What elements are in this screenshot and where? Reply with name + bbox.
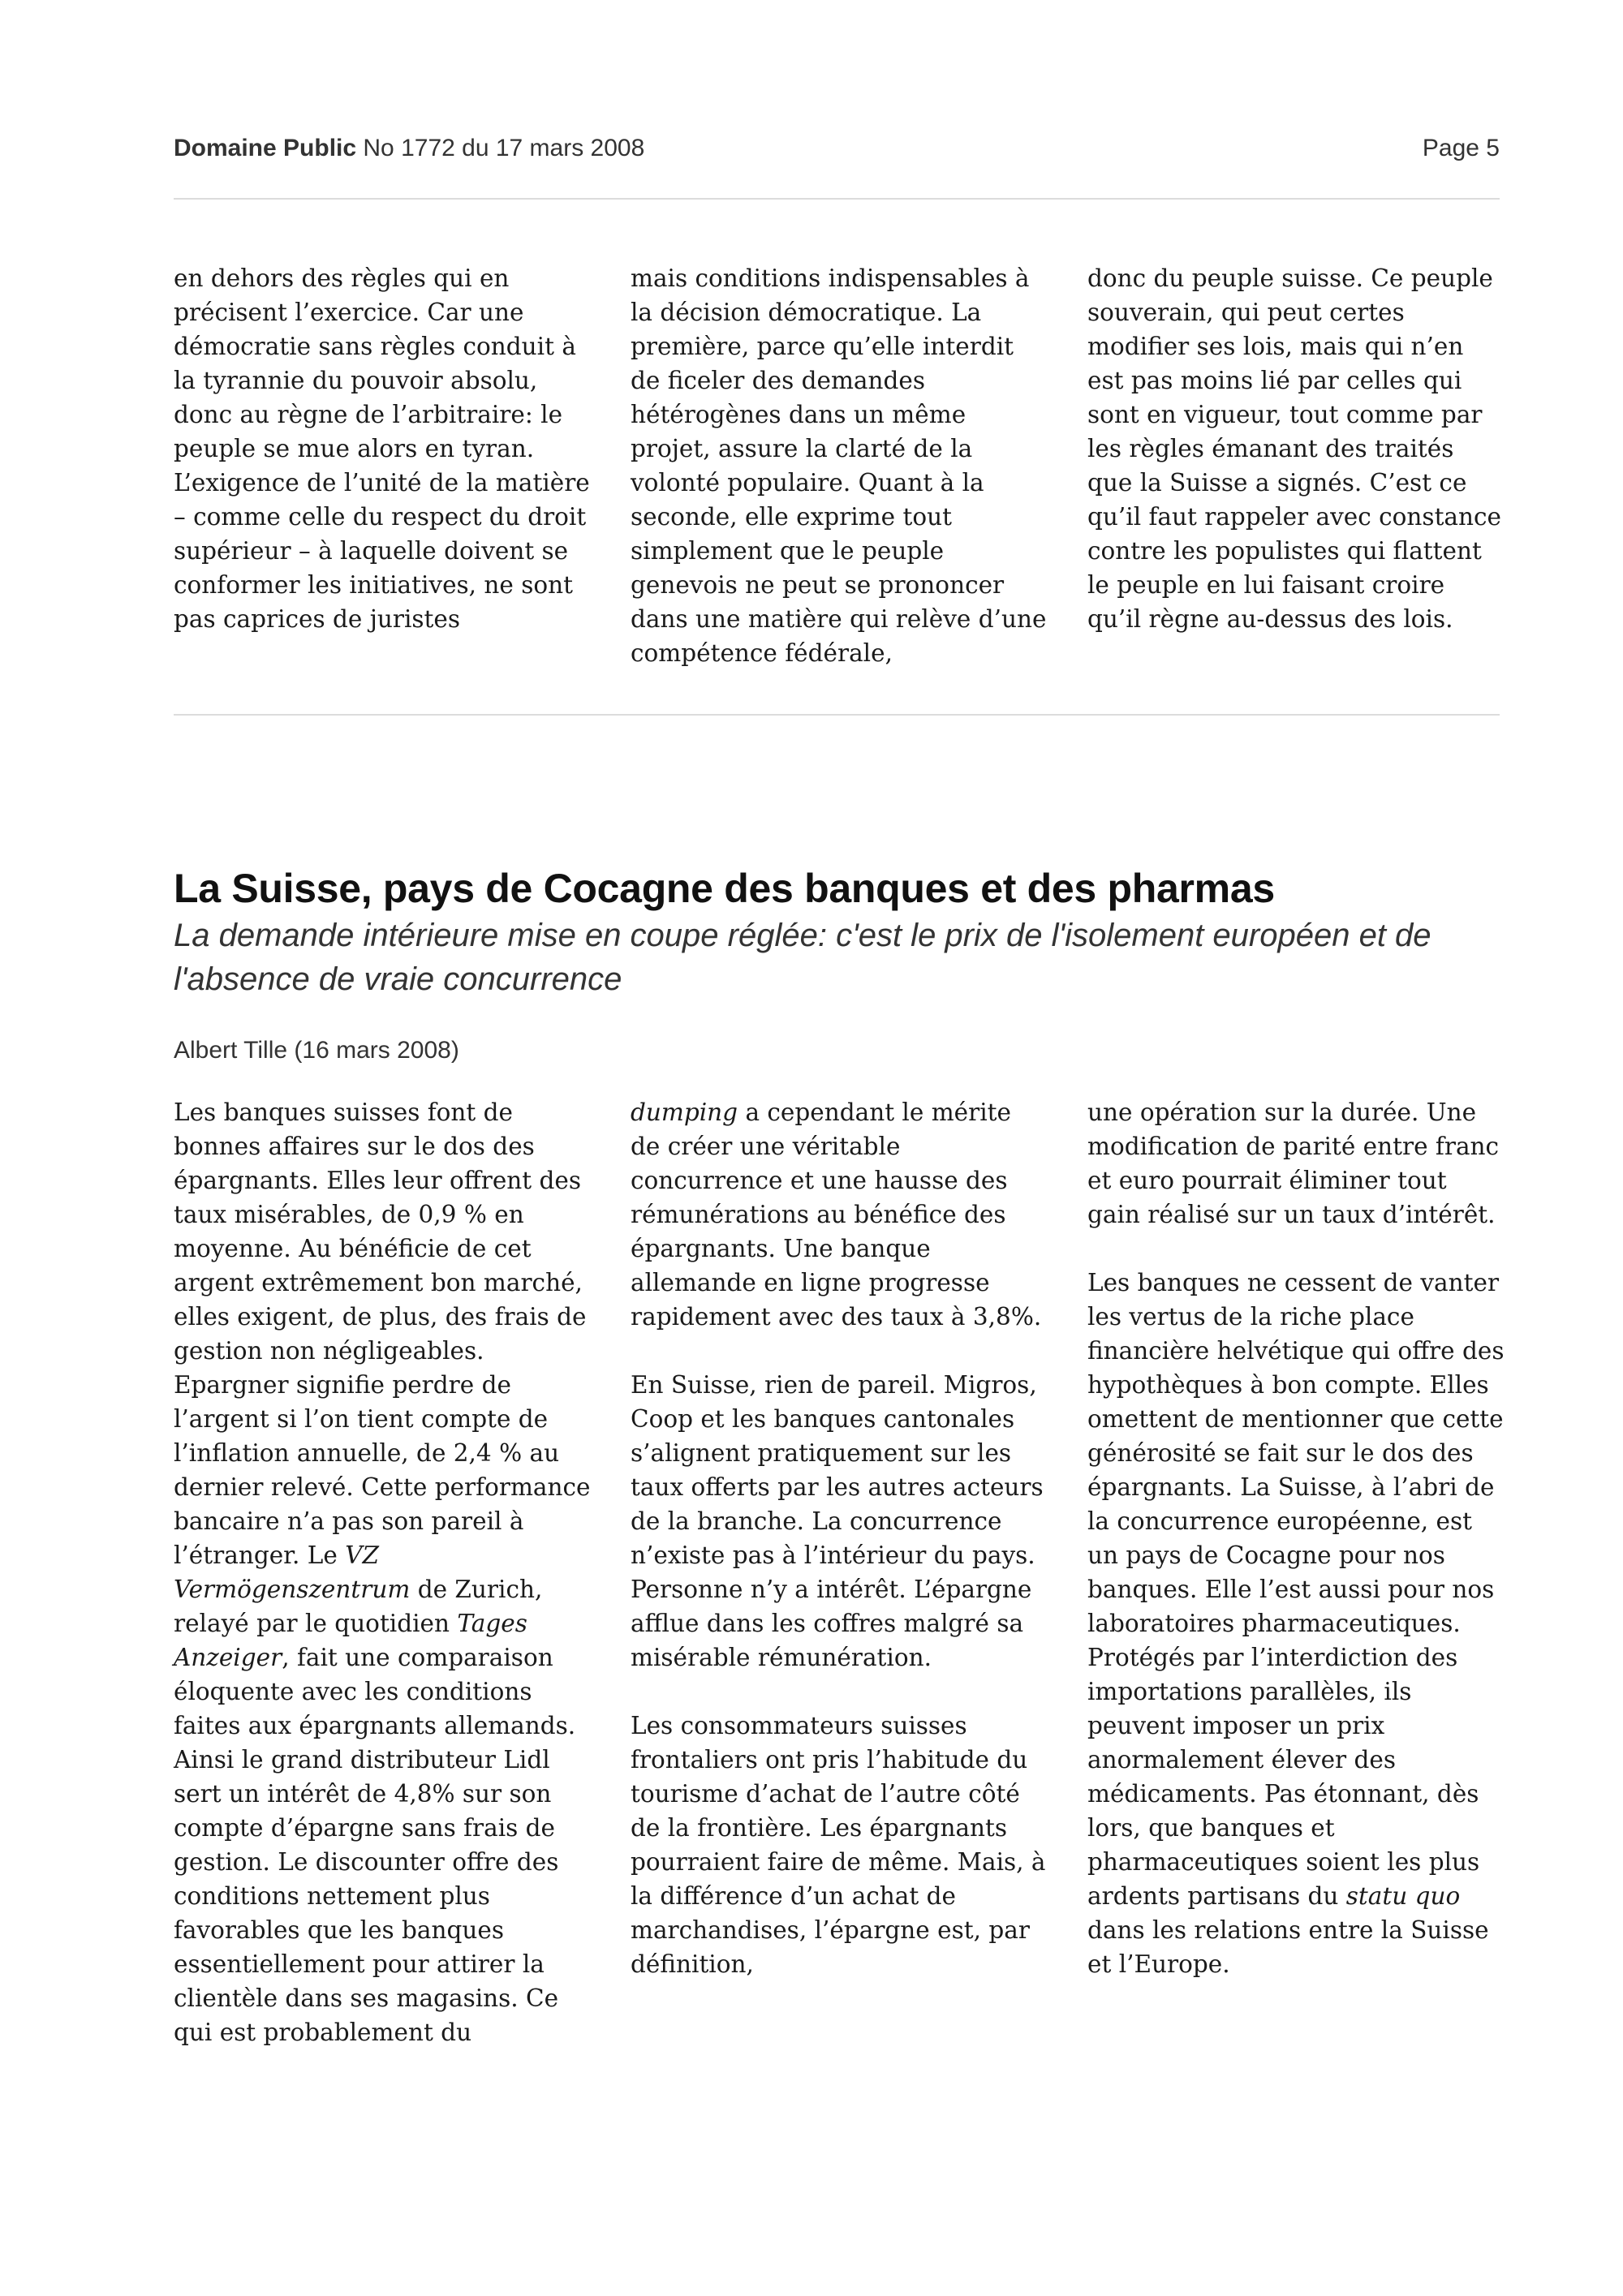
prev-paragraph: donc du peuple suisse. Ce peuple souverain, qui peut certes modifier ses lois, mais qui n’en est pas moins lié par celles qui sont en vigueur, tout comme par les règles émanant des traités que la Suisse a signés. C’est ce qu’il faut rappeler avec constance contre les populistes qui flattent le peuple en lui faisant croire qu’il règne au-dessus des lois. [1087,264,1501,633]
prev-column-1 [174,261,591,670]
text-run: Les banques ne cessent de vanter les vertus de la riche place financière helvétique qui offre des hypothèques à bon compte. Elles omettent de mentionner que cette générosité se fait sur le dos des épargnants. La Suisse, à l’abri de la concurrence européenne, est un pays de Cocagne pour nos banques. Elle l’est aussi pour nos laboratoires pharmaceutiques. Protégés par l’interdiction des importations parallèles, ils peuvent imposer un prix anormalement élever des médicaments. Pas étonnant, dès lors, que banques et pharmaceutiques soient les plus ardents partisans du [1087,1269,1505,1910]
prev-paragraph: mais conditions indispensables à la décision démocratique. La première, parce qu’elle interdit de ficeler des demandes hétérogènes dans un même projet, assure la clarté de la volonté populaire. Quant à la seconde, elle exprime tout simplement que le peuple genevois ne peut se prononcer dans une matière qui relève d’une compétence fédérale, [631,264,1047,667]
prev-column-2 [631,261,1048,670]
article-paragraph: une opération sur la durée. Une modification de parité entre franc et euro pourrait éliminer tout gain réalisé sur un taux d’intérêt. [1087,1099,1500,1228]
publication-line [174,135,644,162]
previous-article-columns [174,261,1505,670]
page-number: Page 5 [1422,135,1500,161]
italic-run: dumping [631,1099,738,1126]
article-subtitle: La demande intérieure mise en coupe réglée: c'est le prix de l'isolement européen et de l'absence de vraie concurrence [174,918,1431,997]
text-run: a cependant le mérite de créer une véritable concurrence et une hausse des rémunérations au bénéfice des épargnants. Une banque allemande en ligne progresse rapidement avec des taux à 3,8%. [631,1099,1042,1331]
article-column-3 [1087,1095,1505,2049]
issue-info: No 1772 du 17 mars 2008 [363,135,645,161]
italic-run: VZ Vermögenszentrum [174,1541,411,1603]
article-paragraph [1087,1266,1505,1981]
prev-column-3 [1087,261,1505,670]
article-title: La Suisse, pays de Cocagne des banques et des pharmas [174,866,1275,911]
italic-run: statu quo [1345,1882,1461,1910]
article-paragraph [631,1095,1048,1334]
publication-name: Domaine Public [174,135,357,161]
article-column-2 [631,1095,1048,2049]
header-divider [174,198,1500,200]
article-paragraph: En Suisse, rien de pareil. Migros, Coop et les banques cantonales s’alignent pratiquement sur les taux offerts par les autres acteurs de la branche. La concurrence n’existe pas à l’intérieur du pays. Personne n’y a intérêt. L’épargne afflue dans les coffres malgré sa misérable rémunération. [631,1371,1044,1671]
text-run: dans les relations entre la Suisse et l’Europe. [1087,1916,1489,1978]
article-divider [174,714,1500,716]
prev-paragraph: en dehors des règles qui en précisent l’exercice. Car une démocratie sans règles conduit à la tyrannie du pouvoir absolu, donc au règne de l’arbitraire: le peuple se mue alors en tyran. L’exigence de l’unité de la matière – comme celle du respect du droit supérieur – à laquelle doivent se conformer les initiatives, ne sont pas caprices de juristes [174,264,590,633]
article-columns [174,1095,1505,2049]
article-paragraph [174,1095,591,2049]
page-header [174,135,1500,162]
text-run: , fait une comparaison éloquente avec les conditions faites aux épargnants allemands. Ainsi le grand distributeur Lidl sert un intérêt de 4,8% sur son compte d’épargne sans frais de gestion. Le discounter offre des conditions nettement plus favorables que les banques essentiellement pour attirer la clientèle dans ses magasins. Ce qui est probablement du [174,1644,576,2046]
article-byline: Albert Tille (16 mars 2008) [174,1037,459,1064]
article-paragraph: Les consommateurs suisses frontaliers ont pris l’habitude du tourisme d’achat de l’autre côté de la frontière. Les épargnants pourraient faire de même. Mais, à la différence d’un achat de marchandises, l’épargne est, par définition, [631,1712,1046,1978]
italic-run: Tages Anzeiger [174,1610,527,1671]
text-run: Les banques suisses font de bonnes affaires sur le dos des épargnants. Elles leur offrent des taux misérables, de 0,9 % en moyenne. Au bénéficie de cet argent extrêmement bon marché, elles exigent, de plus, des frais de gestion non négligeables. Epargner signifie perdre de l’argent si l’on tient compte de l’inflation annuelle, de 2,4 % au dernier relevé. Cette performance bancaire n’a pas son pareil à l’étranger. Le [174,1099,591,1569]
text-run: de Zurich, relayé par le quotidien [174,1576,543,1637]
article-column-1 [174,1095,591,2049]
